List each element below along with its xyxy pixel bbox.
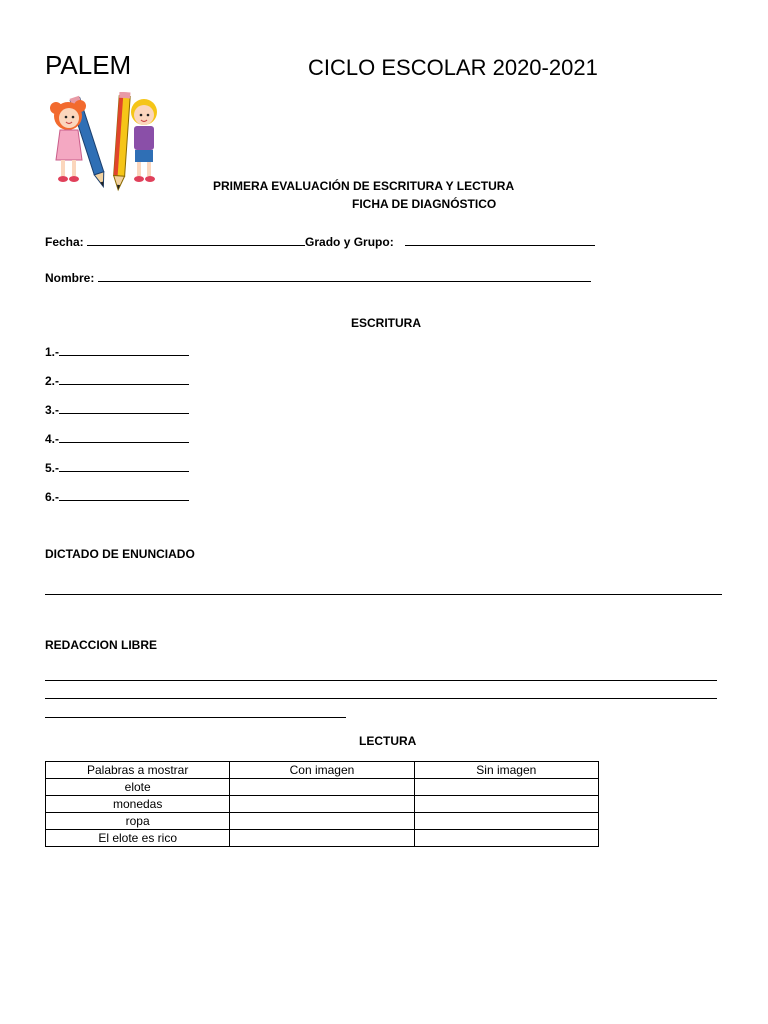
escritura-item-field[interactable] bbox=[59, 490, 189, 501]
column-header: Con imagen bbox=[230, 762, 414, 779]
nombre-row bbox=[45, 271, 591, 285]
con-imagen-cell[interactable] bbox=[230, 779, 414, 796]
school-name: PALEM bbox=[45, 50, 132, 80]
table-header-row bbox=[46, 762, 599, 779]
escritura-item-field[interactable] bbox=[59, 374, 189, 385]
fecha-row bbox=[45, 235, 595, 249]
word-cell: El elote es rico bbox=[46, 830, 230, 847]
nombre-field[interactable] bbox=[98, 271, 591, 282]
escritura-item-number: 3.- bbox=[45, 403, 60, 417]
escritura-item-number: 6.- bbox=[45, 490, 60, 504]
word-cell: elote bbox=[46, 779, 230, 796]
table-row bbox=[46, 796, 599, 813]
escritura-item bbox=[45, 490, 189, 504]
table-row bbox=[46, 830, 599, 847]
redaccion-heading: REDACCION LIBRE bbox=[45, 638, 158, 652]
escritura-item-number: 2.- bbox=[45, 374, 60, 388]
kids-with-pencils-illustration bbox=[44, 92, 168, 192]
escritura-item-field[interactable] bbox=[59, 461, 189, 472]
sin-imagen-cell[interactable] bbox=[414, 813, 598, 830]
grado-grupo-label: Grado y Grupo: bbox=[305, 235, 394, 249]
fecha-field[interactable] bbox=[87, 235, 305, 246]
sin-imagen-cell[interactable] bbox=[414, 796, 598, 813]
column-header: Sin imagen bbox=[414, 762, 598, 779]
escritura-item bbox=[45, 403, 189, 417]
word-cell: ropa bbox=[46, 813, 230, 830]
escritura-item-field[interactable] bbox=[59, 432, 189, 443]
table-row bbox=[46, 813, 599, 830]
escritura-item-number: 1.- bbox=[45, 345, 60, 359]
lectura-table bbox=[45, 761, 599, 847]
redaccion-answer-line[interactable] bbox=[45, 717, 346, 718]
dictado-heading: DICTADO DE ENUNCIADO bbox=[45, 547, 195, 561]
sin-imagen-cell[interactable] bbox=[414, 779, 598, 796]
escritura-item-number: 5.- bbox=[45, 461, 60, 475]
column-header: Palabras a mostrar bbox=[46, 762, 230, 779]
escritura-item-field[interactable] bbox=[59, 345, 189, 356]
lectura-heading: LECTURA bbox=[359, 734, 417, 748]
evaluation-title: PRIMERA EVALUACIÓN DE ESCRITURA Y LECTURA bbox=[213, 179, 515, 193]
redaccion-answer-line[interactable] bbox=[45, 698, 717, 699]
escritura-item bbox=[45, 374, 189, 388]
word-cell: monedas bbox=[46, 796, 230, 813]
escritura-heading: ESCRITURA bbox=[351, 316, 422, 330]
fecha-label: Fecha: bbox=[45, 235, 84, 249]
redaccion-answer-line[interactable] bbox=[45, 680, 717, 681]
grado-grupo-field[interactable] bbox=[405, 235, 595, 246]
escritura-item bbox=[45, 461, 189, 475]
sin-imagen-cell[interactable] bbox=[414, 830, 598, 847]
escritura-item-field[interactable] bbox=[59, 403, 189, 414]
escritura-item bbox=[45, 345, 189, 359]
school-cycle: CICLO ESCOLAR 2020-2021 bbox=[308, 55, 598, 80]
con-imagen-cell[interactable] bbox=[230, 796, 414, 813]
con-imagen-cell[interactable] bbox=[230, 830, 414, 847]
escritura-item bbox=[45, 432, 189, 446]
dictado-answer-line[interactable] bbox=[45, 594, 722, 595]
table-row bbox=[46, 779, 599, 796]
con-imagen-cell[interactable] bbox=[230, 813, 414, 830]
escritura-item-number: 4.- bbox=[45, 432, 60, 446]
diagnostic-subtitle: FICHA DE DIAGNÓSTICO bbox=[352, 197, 497, 211]
nombre-label: Nombre: bbox=[45, 271, 95, 285]
